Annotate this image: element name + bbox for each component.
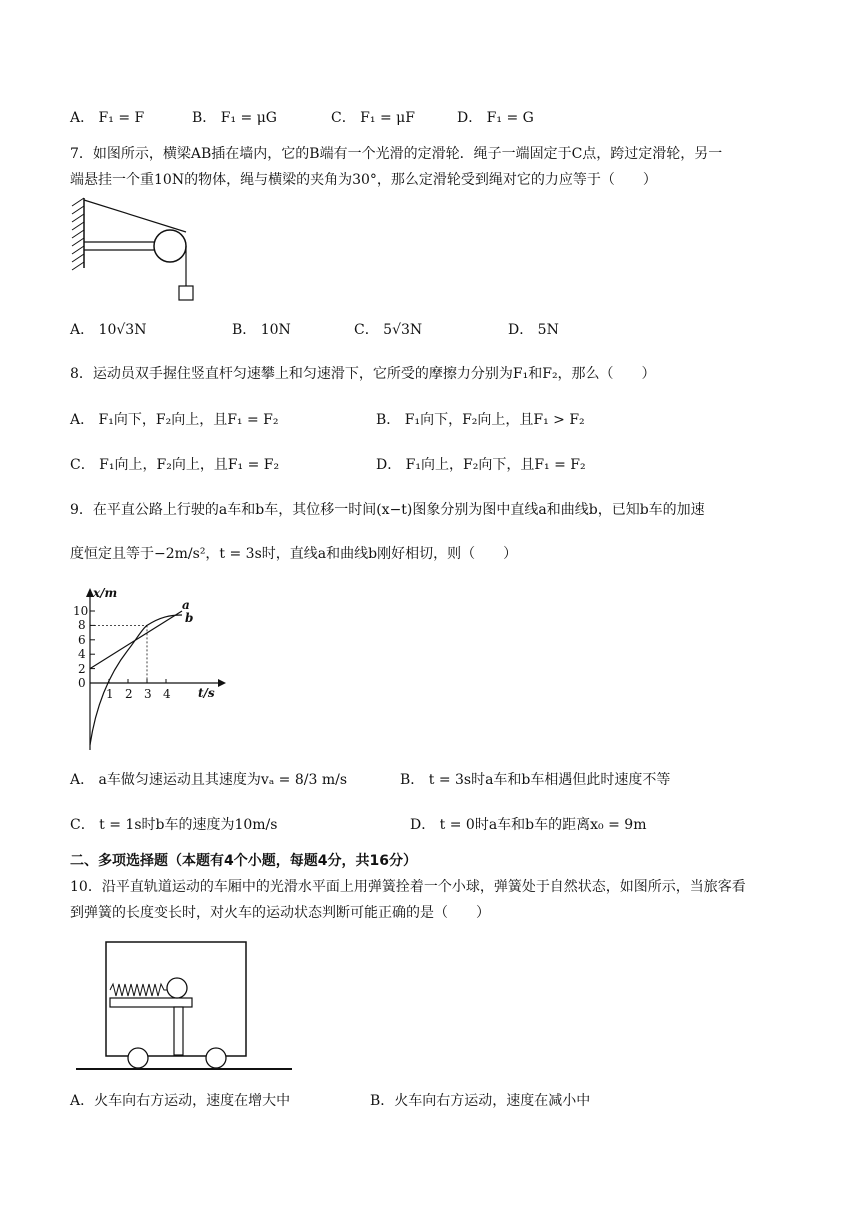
q8-option-c[interactable]: C． F₁向上，F₂向上，且F₁ = F₂	[70, 457, 280, 473]
q9-xtick-4: 4	[163, 687, 171, 701]
q9-stem-line2: 度恒定且等于−2m/s²，t = 3s时，直线a和曲线b刚好相切，则（ ）	[70, 546, 518, 562]
q8-option-d[interactable]: D． F₁向上，F₂向下，且F₁ = F₂	[376, 457, 586, 473]
q9-xtick-1: 1	[106, 687, 114, 701]
q9-label-b: b	[185, 611, 194, 625]
q9-xtick-2: 2	[125, 687, 133, 701]
q7-option-d[interactable]: D． 5N	[508, 322, 559, 338]
q10-option-a[interactable]: A．火车向右方运动，速度在增大中	[70, 1093, 291, 1109]
q6-option-a[interactable]: A． F₁ = F	[70, 110, 145, 126]
q8-option-b[interactable]: B． F₁向下，F₂向上，且F₁ > F₂	[376, 412, 585, 428]
q9-xt-graph	[70, 585, 240, 755]
q9-ytick-4: 4	[78, 647, 86, 661]
q7-option-a[interactable]: A． 10√3N	[70, 322, 147, 338]
q9-xtick-3: 3	[144, 687, 152, 701]
q9-xlabel: t/s	[198, 686, 215, 700]
q10-stem-line2: 到弹簧的长度变长时，对火车的运动状态判断可能正确的是（ ）	[70, 905, 490, 921]
q8-stem: 8．运动员双手握住竖直杆匀速攀上和匀速滑下，它所受的摩擦力分别为F₁和F₂，那么（ ）	[70, 366, 656, 382]
section2-heading: 二、多项选择题（本题有4个小题，每题4分，共16分）	[70, 853, 417, 869]
q9-option-c[interactable]: C． t = 1s时b车的速度为10m/s	[70, 817, 278, 833]
q8-option-a[interactable]: A． F₁向下，F₂向上，且F₁ = F₂	[70, 412, 279, 428]
q9-label-a: a	[182, 598, 190, 612]
q7-option-c[interactable]: C． 5√3N	[354, 322, 423, 338]
q9-stem-line1: 9．在平直公路上行驶的a车和b车，其位移一时间(x−t)图象分别为图中直线a和曲线b，已知b车的加速	[70, 502, 705, 518]
q7-option-b[interactable]: B． 10N	[232, 322, 291, 338]
q9-ytick-6: 6	[78, 633, 86, 647]
q9-option-a[interactable]: A． a车做匀速运动且其速度为vₐ = 8/3 m/s	[70, 772, 348, 788]
q9-ytick-8: 8	[78, 618, 86, 632]
q9-ytick-10: 10	[73, 604, 89, 618]
q7-pulley-figure	[70, 196, 210, 304]
q9-option-d[interactable]: D． t = 0时a车和b车的距离x₀ = 9m	[410, 817, 647, 833]
q9-option-b[interactable]: B． t = 3s时a车和b车相遇但此时速度不等	[400, 772, 671, 788]
q10-option-b[interactable]: B．火车向右方运动，速度在减小中	[370, 1093, 591, 1109]
q9-ytick-0: 0	[78, 676, 86, 690]
q10-train-figure	[76, 940, 296, 1075]
q10-stem-line1: 10．沿平直轨道运动的车厢中的光滑水平面上用弹簧拴着一个小球，弹簧处于自然状态，如图所示，当旅客看	[70, 879, 746, 895]
q6-option-c[interactable]: C． F₁ = μF	[331, 110, 415, 126]
q9-ytick-2: 2	[78, 662, 86, 676]
q6-option-b[interactable]: B． F₁ = μG	[192, 110, 277, 126]
q9-ylabel: x/m	[93, 586, 118, 600]
q6-option-d[interactable]: D． F₁ = G	[457, 110, 534, 126]
q7-stem-line1: 7．如图所示，横梁AB插在墙内，它的B端有一个光滑的定滑轮．绳子一端固定于C点，跨过定滑轮，另一	[70, 146, 723, 162]
q7-stem-line2: 端悬挂一个重10N的物体，绳与横梁的夹角为30°，那么定滑轮受到绳对它的力应等于（ ）	[70, 172, 657, 188]
